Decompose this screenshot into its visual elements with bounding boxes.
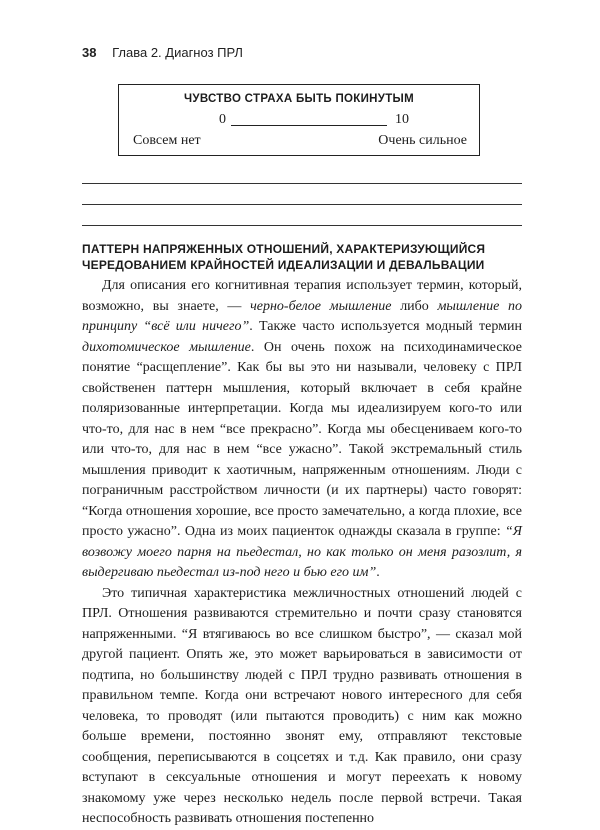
rating-scale-box	[118, 84, 480, 156]
scale-line	[231, 125, 387, 126]
scale-min-value: 0	[219, 112, 226, 127]
page-number: 38	[82, 45, 97, 60]
answer-line	[82, 204, 522, 205]
section-heading-line: ПАТТЕРН НАПРЯЖЕННЫХ ОТНОШЕНИЙ, ХАРАКТЕРИЗУЮЩИЙСЯ	[82, 242, 486, 256]
paragraph: Для описания его когнитивная терапия использует термин, который, возможно, вы знаете, — черно-белое мышление либо мышление по принципу “всё или ничего”. Также часто используется модный термин дихотомическое мышление. Он очень похож на психодинамическое понятие “расщепление”. Как бы вы это ни называли, человеку с ПРЛ свойственен паттерн мышления, который включает в себя крайне поляризованные интерпретации. Когда мы идеализируем кого-то или что-то, для нас в нем “все прекрасно”. Когда мы обесцениваем кого-то или что-то, для нас в нем “все ужасно”. Такой экстремальный стиль мышления приводит к хаотичным, напряженным отношениям. Люди с пограничным расстройством личности (и их партнеры) часто говорят: “Когда отношения хорошие, все просто замечательно, а когда плохие, все просто ужасно”. Одна из моих пациенток однажды сказала в группе: “Я возвожу моего парня на пьедестал, но как только он меня разозлит, я выдергиваю пьедестал из-под него и бью его им”.	[82, 278, 523, 580]
running-header	[82, 45, 243, 60]
scale-title: ЧУВСТВО СТРАХА БЫТЬ ПОКИНУТЫМ	[183, 93, 414, 105]
scale-min-label: Совсем нет	[133, 133, 201, 148]
chapter-title: Глава 2. Диагноз ПРЛ	[112, 45, 243, 60]
body-text	[82, 276, 522, 830]
answer-line	[82, 225, 522, 226]
section-heading	[82, 241, 522, 273]
section-heading-line: ЧЕРЕДОВАНИЕМ КРАЙНОСТЕЙ ИДЕАЛИЗАЦИИ И ДЕВАЛЬВАЦИИ	[82, 258, 485, 272]
scale-max-value: 10	[395, 112, 409, 127]
scale-max-label: Очень сильное	[378, 133, 467, 148]
paragraph: Это типичная характеристика межличностных отношений людей с ПРЛ. Отношения развиваются стремительно и почти сразу становятся напряженными. “Я втягиваюсь во все слишком быстро”, — сказал мой другой пациент. Опять же, это может варьироваться в зависимости от подтипа, но большинству людей с ПРЛ трудно развивать отношения в правильном темпе. Когда они встречают нового интересного для себя человека, то проводят (или пытаются проводить) с ним как можно больше времени, постоянно звонят ему, отправляют текстовые сообщения, переписываются в соцсетях и т.д. Как правило, они сразу вступают в сексуальные отношения и могут переехать к новому знакомому уже через несколько недель после первой встречи. Такая неспособность развивать отношения постепенно	[82, 585, 522, 826]
answer-line	[82, 183, 522, 184]
